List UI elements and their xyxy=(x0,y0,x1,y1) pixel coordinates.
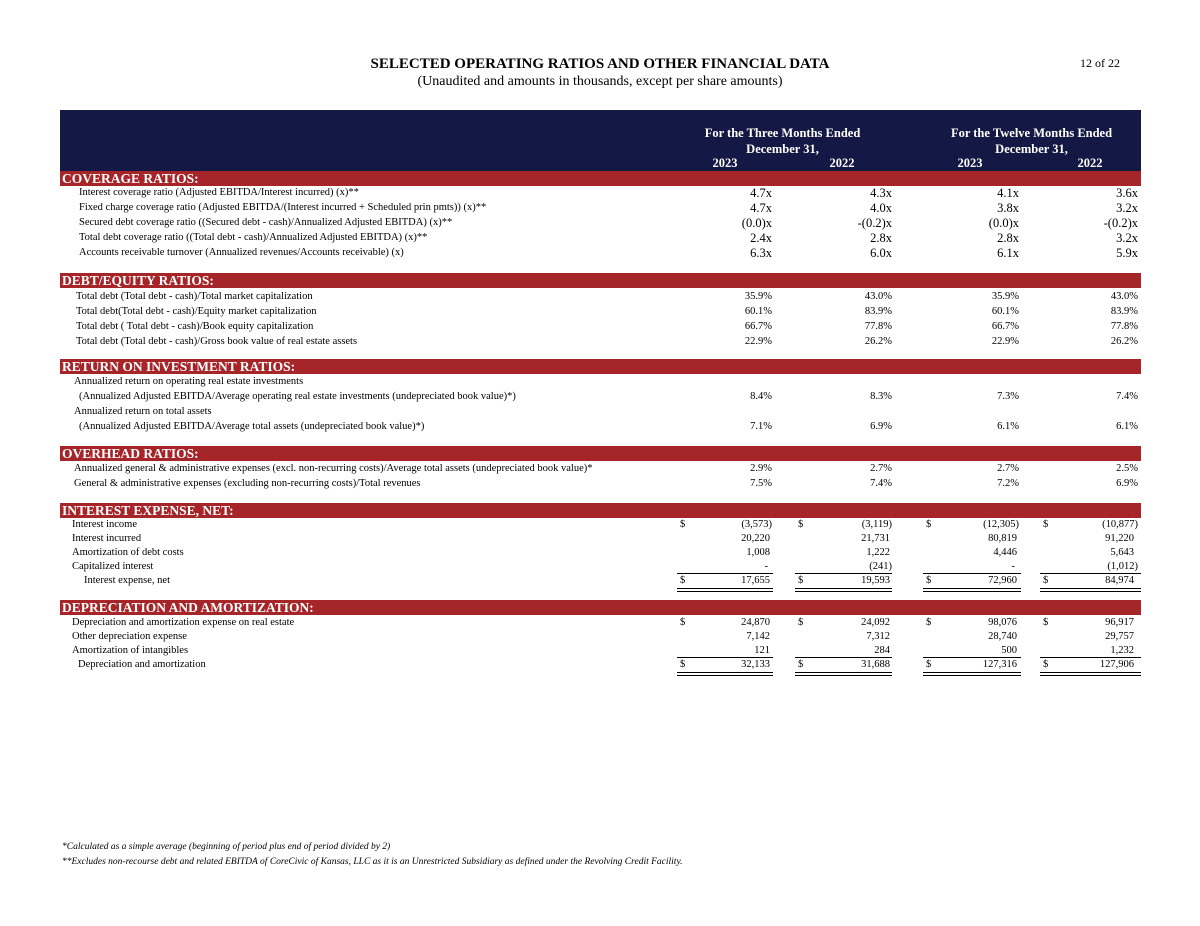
cell-value: 7.2% xyxy=(997,478,1019,489)
table-row xyxy=(60,375,1141,389)
column-header-band xyxy=(60,110,1141,172)
cell-value: 19,593 xyxy=(861,575,890,586)
row-label: Fixed charge coverage ratio (Adjusted EBITDA/(Interest incurred + Scheduled prin pmts)) (x)** xyxy=(79,202,487,213)
table-row-total xyxy=(60,574,1141,588)
cell-value: 2.8x xyxy=(997,231,1019,245)
cell-value: 1,008 xyxy=(746,547,770,558)
cell-value: 127,316 xyxy=(982,659,1017,670)
cell-value: 1,222 xyxy=(866,547,890,558)
table-row xyxy=(60,644,1141,658)
table-row xyxy=(60,305,1141,319)
cell-value: 3.6x xyxy=(1116,186,1138,200)
cell-value: 35.9% xyxy=(991,291,1019,302)
dollar-sign: $ xyxy=(680,659,686,670)
cell-value: 6.1% xyxy=(1116,421,1138,432)
cell-value: 6.9% xyxy=(1116,478,1138,489)
cell-value: 8.4% xyxy=(750,391,772,402)
row-label: General & administrative expenses (excluding non-recurring costs)/Total revenues xyxy=(74,478,421,489)
year-header: 2022 xyxy=(829,156,855,170)
row-label: Depreciation and amortization expense on real estate xyxy=(72,617,295,628)
row-label: Accounts receivable turnover (Annualized revenues/Accounts receivable) (x) xyxy=(79,247,404,258)
row-label: Annualized return on total assets xyxy=(74,406,212,417)
cell-value: (3,573) xyxy=(741,519,772,530)
dollar-sign: $ xyxy=(1043,617,1049,628)
cell-value: 127,906 xyxy=(1099,659,1134,670)
row-label: Other depreciation expense xyxy=(72,631,187,642)
cell-value: 7,312 xyxy=(866,631,890,642)
table-row-total xyxy=(60,658,1141,672)
cell-value: 6.1x xyxy=(997,246,1019,260)
three-months-heading: For the Three Months Ended xyxy=(704,126,861,140)
row-label: Interest income xyxy=(72,519,138,530)
cell-value: 5.9x xyxy=(1116,246,1138,260)
section-depreciation-amortization: DEPRECIATION AND AMORTIZATION: xyxy=(60,600,1141,615)
table-row xyxy=(60,405,1141,419)
cell-value: 3.2x xyxy=(1116,201,1138,215)
cell-value: 500 xyxy=(1001,645,1017,656)
row-label: Secured debt coverage ratio ((Secured debt - cash)/Annualized Adjusted EBITDA) (x)** xyxy=(79,217,453,228)
cell-value: 4.7x xyxy=(750,186,772,200)
cell-value: (0.0)x xyxy=(741,216,772,230)
cell-value: 7.1% xyxy=(750,421,772,432)
row-label: Total debt ( Total debt - cash)/Book equity capitalization xyxy=(76,321,314,332)
cell-value: 4.3x xyxy=(870,186,892,200)
cell-value: 8.3% xyxy=(870,391,892,402)
table-row xyxy=(60,518,1141,532)
dollar-sign: $ xyxy=(680,617,686,628)
table-row xyxy=(60,231,1141,245)
table-row xyxy=(60,630,1141,644)
total-double-rule xyxy=(1040,672,1141,676)
row-label: (Annualized Adjusted EBITDA/Average operating real estate investments (undepreciated book value)*) xyxy=(79,391,516,402)
cell-value: 3.8x xyxy=(997,201,1019,215)
cell-value: 91,220 xyxy=(1105,533,1134,544)
cell-value: 77.8% xyxy=(1110,321,1138,332)
cell-value: 80,819 xyxy=(988,533,1017,544)
cell-value: - xyxy=(1011,561,1015,572)
cell-value: 284 xyxy=(874,645,890,656)
cell-value: 4,446 xyxy=(993,547,1017,558)
cell-value: (12,305) xyxy=(983,519,1019,530)
row-label: Total debt coverage ratio ((Total debt - cash)/Annualized Adjusted EBITDA) (x)** xyxy=(79,232,428,243)
dollar-sign: $ xyxy=(926,659,932,670)
cell-value: 29,757 xyxy=(1105,631,1134,642)
cell-value: 83.9% xyxy=(864,306,892,317)
page-subtitle: (Unaudited and amounts in thousands, except per share amounts) xyxy=(417,74,783,89)
cell-value: 2.4x xyxy=(750,231,772,245)
table-row xyxy=(60,477,1141,491)
row-label: Annualized return on operating real estate investments xyxy=(74,376,304,387)
total-double-rule xyxy=(795,588,892,592)
cell-value: (1,012) xyxy=(1107,561,1138,572)
row-label: Capitalized interest xyxy=(72,561,154,572)
footnote-non-recourse: **Excludes non-recourse debt and related EBITDA of CoreCivic of Kansas, LLC as it is an Unrestricted Subsidiary as defined under the Revolving Credit Facility. xyxy=(62,857,683,867)
table-row xyxy=(60,532,1141,546)
cell-value: 77.8% xyxy=(864,321,892,332)
cell-value: 20,220 xyxy=(741,533,770,544)
cell-value: 35.9% xyxy=(744,291,772,302)
dollar-sign: $ xyxy=(798,659,804,670)
cell-value: 121 xyxy=(754,645,770,656)
table-row xyxy=(60,201,1141,215)
table-row xyxy=(60,246,1141,260)
page-title: SELECTED OPERATING RATIOS AND OTHER FINANCIAL DATA xyxy=(370,56,830,72)
cell-value: 4.7x xyxy=(750,201,772,215)
cell-value: 60.1% xyxy=(991,306,1019,317)
total-double-rule xyxy=(923,672,1021,676)
table-row xyxy=(60,420,1141,434)
row-label: Total debt (Total debt - cash)/Gross book value of real estate assets xyxy=(76,336,358,347)
total-double-rule xyxy=(1040,588,1141,592)
cell-value: 22.9% xyxy=(991,336,1019,347)
dollar-sign: $ xyxy=(798,617,804,628)
cell-value: 60.1% xyxy=(744,306,772,317)
cell-value: (3,119) xyxy=(861,519,892,530)
cell-value: 2.7% xyxy=(997,463,1019,474)
cell-value: 31,688 xyxy=(861,659,890,670)
table-row xyxy=(60,560,1141,574)
cell-value: (241) xyxy=(869,561,892,572)
twelve-months-heading: For the Twelve Months Ended xyxy=(950,126,1113,140)
cell-value: 6.0x xyxy=(870,246,892,260)
cell-value: 6.9% xyxy=(870,421,892,432)
cell-value: 43.0% xyxy=(864,291,892,302)
section-debt-equity-ratios: DEBT/EQUITY RATIOS: xyxy=(60,273,1141,288)
cell-value: 98,076 xyxy=(988,617,1017,628)
year-header: 2023 xyxy=(957,156,983,170)
section-coverage-ratios: COVERAGE RATIOS: xyxy=(60,171,1141,186)
cell-value: 66.7% xyxy=(991,321,1019,332)
cell-value: (0.0)x xyxy=(988,216,1019,230)
cell-value: 4.1x xyxy=(997,186,1019,200)
row-label: Interest expense, net xyxy=(84,575,171,586)
cell-value: -(0.2)x xyxy=(1103,216,1138,230)
cell-value: 7.4% xyxy=(870,478,892,489)
cell-value: 17,655 xyxy=(741,575,770,586)
cell-value: 2.7% xyxy=(870,463,892,474)
cell-value: 7.4% xyxy=(1116,391,1138,402)
row-label: (Annualized Adjusted EBITDA/Average total assets (undepreciated book value)*) xyxy=(79,421,425,432)
cell-value: 7.3% xyxy=(997,391,1019,402)
cell-value: 83.9% xyxy=(1110,306,1138,317)
table-row xyxy=(60,462,1141,476)
cell-value: 28,740 xyxy=(988,631,1017,642)
dollar-sign: $ xyxy=(798,519,804,530)
table-row xyxy=(60,216,1141,230)
cell-value: 24,870 xyxy=(741,617,770,628)
row-label: Amortization of debt costs xyxy=(72,547,184,558)
cell-value: 26.2% xyxy=(1110,336,1138,347)
cell-value: 6.3x xyxy=(750,246,772,260)
cell-value: 4.0x xyxy=(870,201,892,215)
dollar-sign: $ xyxy=(798,575,804,586)
total-double-rule xyxy=(795,672,892,676)
cell-value: 2.5% xyxy=(1116,463,1138,474)
row-label: Total debt (Total debt - cash)/Total market capitalization xyxy=(76,291,313,302)
cell-value: 84,974 xyxy=(1105,575,1134,586)
cell-value: 7.5% xyxy=(750,478,772,489)
cell-value: 96,917 xyxy=(1105,617,1134,628)
table-row xyxy=(60,546,1141,560)
dollar-sign: $ xyxy=(680,519,686,530)
dollar-sign: $ xyxy=(926,519,932,530)
row-label: Depreciation and amortization xyxy=(78,659,206,670)
table-row xyxy=(60,320,1141,334)
year-header: 2023 xyxy=(712,156,738,170)
cell-value: 1,232 xyxy=(1110,645,1134,656)
cell-value: 22.9% xyxy=(744,336,772,347)
table-row xyxy=(60,290,1141,304)
cell-value: 7,142 xyxy=(746,631,770,642)
twelve-months-date: December 31, xyxy=(995,142,1068,156)
table-row xyxy=(60,616,1141,630)
dollar-sign: $ xyxy=(926,617,932,628)
section-overhead-ratios: OVERHEAD RATIOS: xyxy=(60,446,1141,461)
row-label: Interest incurred xyxy=(72,533,142,544)
cell-value: 3.2x xyxy=(1116,231,1138,245)
year-header: 2022 xyxy=(1077,156,1103,170)
row-label: Amortization of intangibles xyxy=(72,645,189,656)
cell-value: 26.2% xyxy=(864,336,892,347)
total-double-rule xyxy=(677,672,773,676)
dollar-sign: $ xyxy=(1043,659,1049,670)
section-interest-expense: INTEREST EXPENSE, NET: xyxy=(60,503,1141,518)
three-months-date: December 31, xyxy=(746,142,819,156)
cell-value: - xyxy=(764,561,768,572)
cell-value: 2.9% xyxy=(750,463,772,474)
cell-value: 24,092 xyxy=(861,617,890,628)
cell-value: 21,731 xyxy=(861,533,890,544)
dollar-sign: $ xyxy=(1043,575,1049,586)
cell-value: 2.8x xyxy=(870,231,892,245)
cell-value: 43.0% xyxy=(1110,291,1138,302)
total-double-rule xyxy=(923,588,1021,592)
cell-value: 72,960 xyxy=(988,575,1017,586)
cell-value: -(0.2)x xyxy=(857,216,892,230)
dollar-sign: $ xyxy=(680,575,686,586)
cell-value: (10,877) xyxy=(1102,519,1138,530)
table-row xyxy=(60,186,1141,200)
cell-value: 32,133 xyxy=(741,659,770,670)
cell-value: 6.1% xyxy=(997,421,1019,432)
section-return-on-investment: RETURN ON INVESTMENT RATIOS: xyxy=(60,359,1141,374)
table-row xyxy=(60,335,1141,349)
total-double-rule xyxy=(677,588,773,592)
row-label: Total debt(Total debt - cash)/Equity market capitalization xyxy=(76,306,317,317)
cell-value: 66.7% xyxy=(744,321,772,332)
table-row xyxy=(60,390,1141,404)
page-number: 12 of 22 xyxy=(1080,56,1120,70)
dollar-sign: $ xyxy=(926,575,932,586)
footnote-average: *Calculated as a simple average (beginning of period plus end of period divided by 2) xyxy=(62,842,391,852)
row-label: Annualized general & administrative expenses (excl. non-recurring costs)/Average total assets (undepreciated book value)* xyxy=(74,463,593,474)
cell-value: 5,643 xyxy=(1110,547,1134,558)
row-label: Interest coverage ratio (Adjusted EBITDA/Interest incurred) (x)** xyxy=(79,187,359,198)
dollar-sign: $ xyxy=(1043,519,1049,530)
